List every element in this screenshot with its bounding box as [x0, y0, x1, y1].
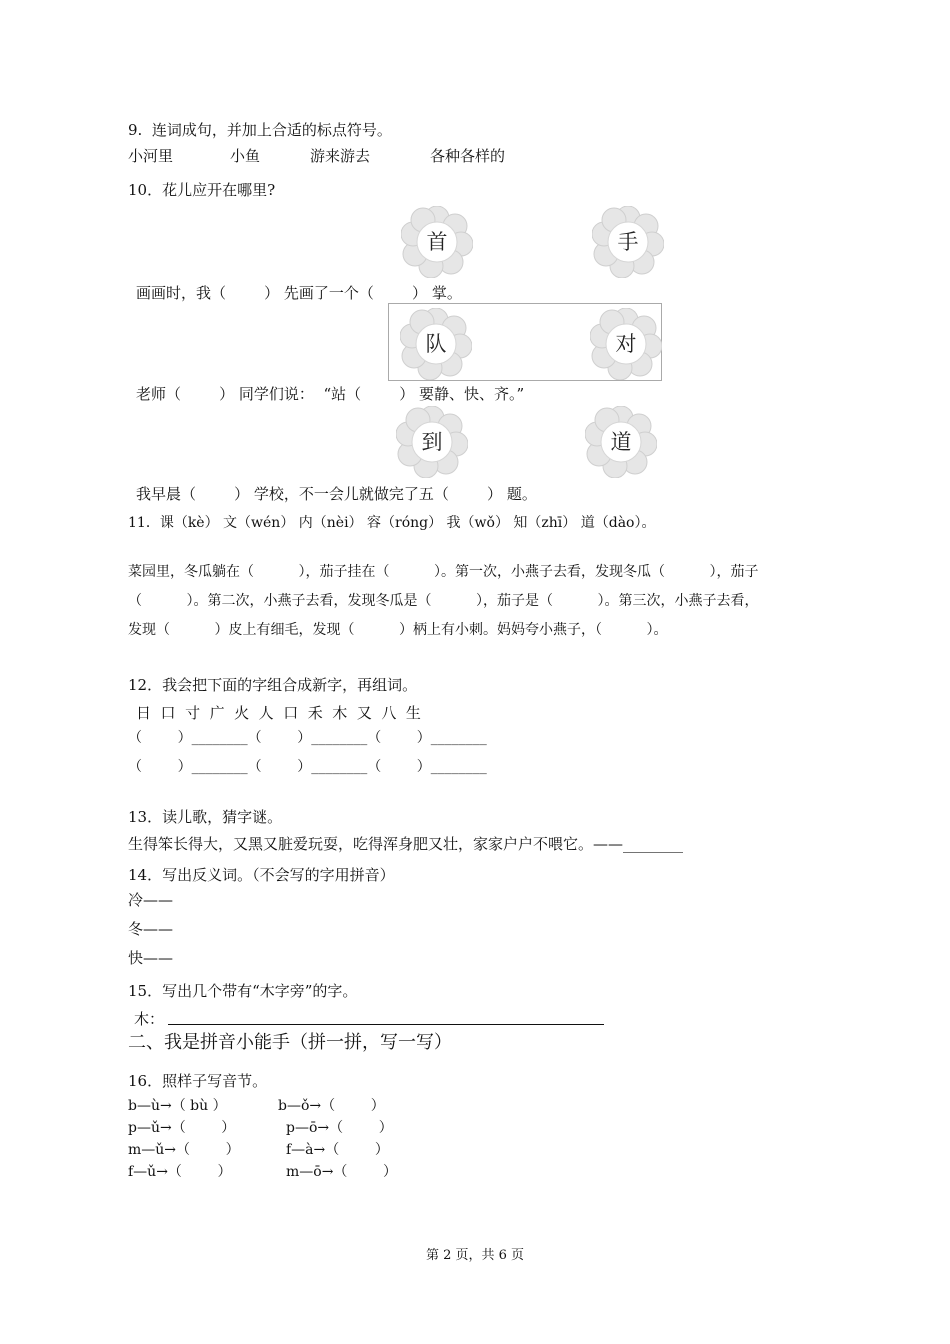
- flower-char: 到: [421, 430, 443, 454]
- q16-right-4: m—ō→（ ）: [286, 1164, 398, 1180]
- section-2-heading: 二、我是拼音小能手（拼一拼，写一写）: [128, 1032, 452, 1053]
- q11-line-1: 菜园里，冬瓜躺在（ ），茄子挂在（ ）。第一次，小燕子去看，发现冬瓜（ ），茄子: [128, 564, 759, 580]
- q12-chars: 日 口 寸 广 火 人 口 禾 木 又 八 生: [136, 704, 421, 722]
- q13-text: 生得笨长得大，又黑又脏爱玩耍，吃得浑身肥又壮，家家户户不喂它。——________: [128, 835, 684, 853]
- q11-line-3: 发现（ ）皮上有细毛，发现（ ）柄上有小刺。妈妈夸小燕子，（ ）。: [128, 622, 668, 638]
- q10-line-2: 老师（ ） 同学们说： “站（ ） 要静、快、齐。”: [136, 385, 525, 403]
- q14-item-winter: 冬——: [128, 920, 174, 938]
- flower-shou-head: [401, 206, 473, 278]
- q16-left-3: m—ǔ→（ ）: [128, 1142, 240, 1158]
- q14-title: 14．写出反义词。（不会写的字用拼音）: [128, 866, 395, 884]
- q12-row-2: （ ）________（ ）________（ ）________: [128, 759, 487, 775]
- flower-dao-way: [585, 406, 657, 478]
- q14-item-fast: 快——: [128, 949, 174, 967]
- q10-line-1: 画画时，我（ ） 先画了一个（ ） 掌。: [136, 284, 462, 302]
- q10-title: 10．花儿应开在哪里?: [128, 181, 276, 199]
- q14-item-cold: 冷——: [128, 891, 174, 909]
- q16-right-1: b—ǒ→（ ）: [278, 1098, 385, 1114]
- flower-char: 对: [615, 332, 637, 356]
- q11-title: 11．课（kè） 文（wén） 内（nèi） 容（róng） 我（wǒ） 知（zhī） 道（dào）。: [128, 515, 656, 531]
- q16-left-4: f—ǔ→（ ）: [128, 1164, 232, 1180]
- q12-title: 12．我会把下面的字组合成新字，再组词。: [128, 676, 418, 694]
- q9-word-2: 小鱼: [230, 147, 261, 165]
- q16-right-2: p—ō→（ ）: [286, 1120, 393, 1136]
- q15-title: 15．写出几个带有“木字旁”的字。: [128, 982, 358, 1000]
- q12-row-1: （ ）________（ ）________（ ）________: [128, 730, 487, 746]
- page-footer: 第 2 页，共 6 页: [425, 1248, 525, 1263]
- q16-left-2: p—ǔ→（ ）: [128, 1120, 236, 1136]
- q10-line-3: 我早晨（ ） 学校，不一会儿就做完了五（ ） 题。: [136, 485, 537, 503]
- flower-dui-correct: [590, 308, 662, 380]
- flower-char: 手: [617, 230, 639, 254]
- q11-line-2: （ ）。第二次，小燕子去看，发现冬瓜是（ ），茄子是（ ）。第三次，小燕子去看，: [128, 593, 759, 609]
- flower-char: 道: [610, 430, 632, 454]
- flower-shou-hand: [592, 206, 664, 278]
- flower-char: 队: [425, 332, 447, 356]
- q15-answer-line[interactable]: [168, 1024, 604, 1025]
- q13-title: 13．读儿歌，猜字谜。: [128, 808, 283, 826]
- flower-dao-arrive: [396, 406, 468, 478]
- q9-word-4: 各种各样的: [430, 147, 506, 165]
- q9-word-3: 游来游去: [310, 147, 371, 165]
- q16-left-1: b—ù→（ bù ）: [128, 1098, 227, 1114]
- q9-title: 9. 连词成句，并加上合适的标点符号。: [128, 121, 392, 139]
- flower-dui-team: [400, 308, 472, 380]
- q9-word-1: 小河里: [128, 147, 174, 165]
- flower-char: 首: [426, 230, 448, 254]
- q15-label: 木：: [134, 1010, 165, 1028]
- q16-right-3: f—à→（ ）: [286, 1142, 389, 1158]
- q16-title: 16．照样子写音节。: [128, 1072, 268, 1090]
